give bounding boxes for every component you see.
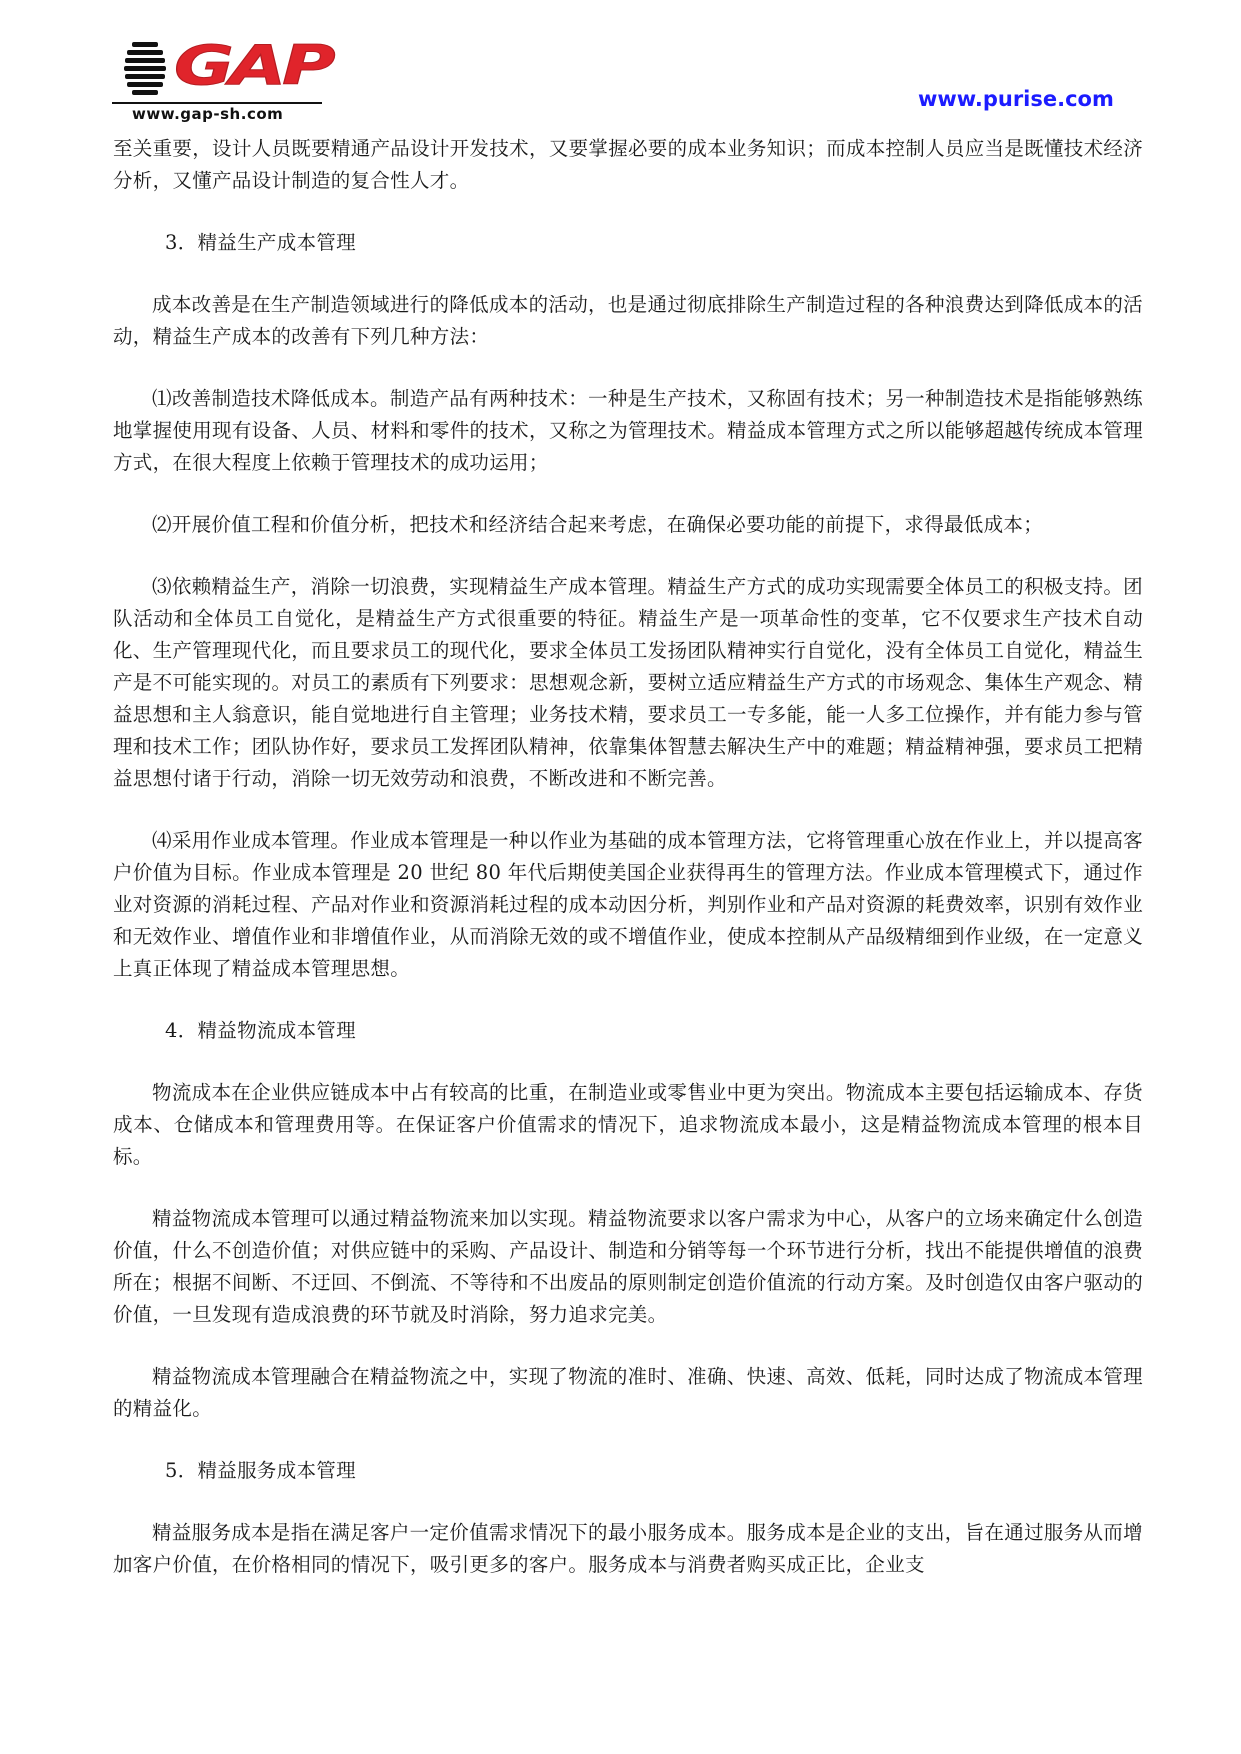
paragraph: 至关重要，设计人员既要精通产品设计开发技术，又要掌握必要的成本业务知识；而成本控制人员应当是既懂技术经济分析，又懂产品设计制造的复合性人才。	[113, 137, 1143, 192]
paragraph: 成本改善是在生产制造领域进行的降低成本的活动，也是通过彻底排除生产制造过程的各种浪费达到降低成本的活动，精益生产成本的改善有下列几种方法：	[113, 293, 1143, 348]
site-link[interactable]: www.purise.com	[918, 87, 1114, 111]
paragraph: ⑷采用作业成本管理。作业成本管理是一种以作业为基础的成本管理方法，它将管理重心放在作业上，并以提高客户价值为目标。作业成本管理是 20 世纪 80 年代后期使美国企业获得再生的管理方法。作业成本管理模式下，通过作业对资源的消耗过程、产品对作业和资源消耗过程的成本动因分析，判别作业和产品对资源的耗费效率，识别有效作业和无效作业、增值作业和非增值作业，从而消除无效的或不增值作业，使成本控制从产品级精细到作业级，在一定意义上真正体现了精益成本管理思想。	[113, 829, 1143, 980]
paragraph: ⑵开展价值工程和价值分析，把技术和经济结合起来考虑，在确保必要功能的前提下，求得最低成本；	[152, 513, 1044, 536]
paragraph: 物流成本在企业供应链成本中占有较高的比重，在制造业或零售业中更为突出。物流成本主要包括运输成本、存货成本、仓储成本和管理费用等。在保证客户价值需求的情况下，追求物流成本最小，这是精益物流成本管理的根本目标。	[113, 1081, 1143, 1168]
section-heading: 3．精益生产成本管理	[165, 231, 356, 254]
globe-stripes-icon	[124, 40, 166, 96]
document-body	[113, 133, 1143, 1611]
logo-url: www.gap-sh.com	[132, 105, 284, 123]
paragraph: ⑶依赖精益生产，消除一切浪费，实现精益生产成本管理。精益生产方式的成功实现需要全体员工的积极支持。团队活动和全体员工自觉化，是精益生产方式很重要的特征。精益生产是一项革命性的变革，它不仅要求生产技术自动化、生产管理现代化，而且要求员工的现代化，要求全体员工发扬团队精神实行自觉化，没有全体员工自觉化，精益生产是不可能实现的。对员工的素质有下列要求：思想观念新，要树立适应精益生产方式的市场观念、集体生产观念、精益思想和主人翁意识，能自觉地进行自主管理；业务技术精，要求员工一专多能，能一人多工位操作，并有能力参与管理和技术工作；团队协作好，要求员工发挥团队精神，依靠集体智慧去解决生产中的难题；精益精神强，要求员工把精益思想付诸于行动，消除一切无效劳动和浪费，不断改进和不断完善。	[113, 575, 1143, 790]
paragraph: 精益物流成本管理可以通过精益物流来加以实现。精益物流要求以客户需求为中心，从客户的立场来确定什么创造价值，什么不创造价值；对供应链中的采购、产品设计、制造和分销等每一个环节进行分析，找出不能提供增值的浪费所在；根据不间断、不迂回、不倒流、不等待和不出废品的原则制定创造价值流的行动方案。及时创造仅由客户驱动的价值，一旦发现有造成浪费的环节就及时消除，努力追求完美。	[113, 1207, 1143, 1326]
section-heading: 5．精益服务成本管理	[165, 1459, 356, 1482]
logo-wordmark: GAP	[174, 34, 332, 97]
paragraph: 精益服务成本是指在满足客户一定价值需求情况下的最小服务成本。服务成本是企业的支出，旨在通过服务从而增加客户价值，在价格相同的情况下，吸引更多的客户。服务成本与消费者购买成正比，企业支	[113, 1521, 1143, 1576]
gap-logo	[112, 32, 332, 124]
paragraph: 精益物流成本管理融合在精益物流之中，实现了物流的准时、准确、快速、高效、低耗，同时达成了物流成本管理的精益化。	[113, 1365, 1143, 1420]
section-heading: 4．精益物流成本管理	[165, 1019, 356, 1042]
paragraph: ⑴改善制造技术降低成本。制造产品有两种技术：一种是生产技术，又称固有技术；另一种制造技术是指能够熟练地掌握使用现有设备、人员、材料和零件的技术，又称之为管理技术。精益成本管理方式之所以能够超越传统成本管理方式，在很大程度上依赖于管理技术的成功运用；	[113, 387, 1143, 474]
logo-divider	[112, 102, 322, 104]
page-header	[0, 0, 1241, 130]
